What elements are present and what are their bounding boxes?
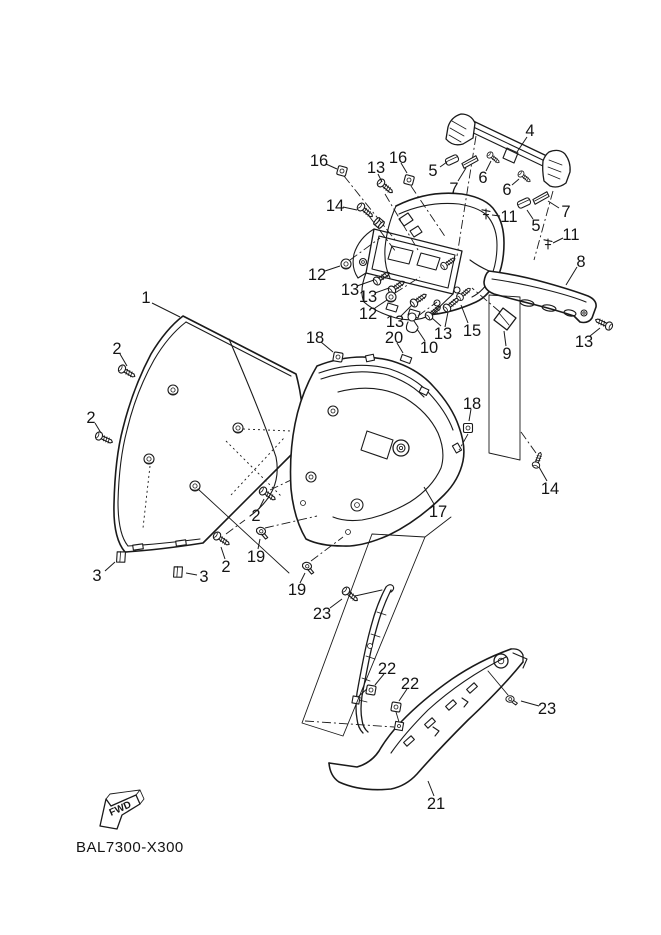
grommet-glyph bbox=[233, 423, 243, 433]
nut-glyph bbox=[336, 165, 347, 176]
callout-13: 13 bbox=[385, 313, 405, 331]
diagram-code: BAL7300-X300 bbox=[76, 839, 184, 856]
hook-clip-glyph bbox=[406, 313, 418, 333]
grommet-glyph bbox=[144, 454, 154, 464]
nut-glyph bbox=[366, 685, 376, 695]
callout-5: 5 bbox=[531, 217, 541, 235]
clip-nut-glyph bbox=[391, 702, 401, 712]
grommet-glyph bbox=[386, 292, 396, 302]
callout-13: 13 bbox=[340, 281, 360, 299]
grommet-glyph bbox=[341, 259, 351, 269]
callout-19: 19 bbox=[246, 548, 266, 566]
callout-leader-21 bbox=[428, 781, 434, 796]
screw-glyph bbox=[376, 178, 395, 196]
rivet-glyph bbox=[544, 239, 552, 249]
callout-23: 23 bbox=[312, 605, 332, 623]
callout-13: 13 bbox=[574, 333, 594, 351]
callout-leader-9 bbox=[504, 331, 506, 346]
clip-glyph bbox=[115, 550, 128, 564]
part-1-windshield bbox=[114, 316, 302, 573]
screw-glyph bbox=[531, 451, 544, 469]
callout-leader-15 bbox=[461, 305, 468, 323]
callout-leader-7 bbox=[458, 168, 466, 181]
callout-2: 2 bbox=[251, 507, 261, 525]
callout-2: 2 bbox=[86, 409, 96, 427]
nut-glyph bbox=[333, 352, 343, 362]
windshield-tab bbox=[133, 544, 144, 550]
screw-glyph bbox=[356, 202, 375, 220]
callout-leader-11 bbox=[492, 215, 500, 216]
callout-21: 21 bbox=[426, 795, 446, 813]
callout-23: 23 bbox=[537, 700, 557, 718]
callout-19: 19 bbox=[287, 581, 307, 599]
clip-glyph bbox=[172, 565, 185, 579]
callout-leader-2 bbox=[95, 423, 101, 433]
callout-leader-3 bbox=[186, 573, 197, 575]
callout-22: 22 bbox=[400, 675, 420, 693]
callout-leader-14 bbox=[539, 467, 547, 481]
screw-glyph bbox=[94, 431, 114, 446]
plate-glyph bbox=[532, 192, 549, 205]
callout-4: 4 bbox=[525, 122, 535, 140]
callout-8: 8 bbox=[576, 253, 586, 271]
callout-2: 2 bbox=[112, 340, 122, 358]
callout-leader-12 bbox=[325, 266, 340, 271]
callout-13: 13 bbox=[433, 325, 453, 343]
callout-16: 16 bbox=[309, 152, 329, 170]
damper-glyph bbox=[517, 197, 532, 209]
flat-screw-glyph bbox=[255, 526, 270, 539]
screw-glyph bbox=[517, 170, 532, 185]
callout-10: 10 bbox=[419, 339, 439, 357]
callout-22: 22 bbox=[377, 660, 397, 678]
callout-3: 3 bbox=[92, 567, 102, 585]
callout-leader-5 bbox=[440, 162, 447, 167]
callout-leader-6 bbox=[512, 179, 519, 185]
screw-glyph bbox=[341, 586, 360, 604]
callout-14: 14 bbox=[540, 480, 560, 498]
callout-13: 13 bbox=[358, 288, 378, 306]
callout-6: 6 bbox=[502, 181, 512, 199]
nut-glyph bbox=[403, 174, 414, 185]
callout-11: 11 bbox=[562, 226, 580, 244]
callout-17: 17 bbox=[428, 503, 448, 521]
grommet-glyph bbox=[168, 385, 178, 395]
damper-glyph bbox=[445, 154, 460, 166]
callout-6: 6 bbox=[478, 169, 488, 187]
callout-18: 18 bbox=[305, 329, 325, 347]
callout-1: 1 bbox=[141, 289, 151, 307]
callout-leader-8 bbox=[566, 267, 577, 285]
fwd-label: FWD bbox=[107, 799, 134, 819]
bolt-glyph bbox=[594, 316, 614, 331]
plate-glyph bbox=[461, 156, 478, 169]
screw-glyph bbox=[486, 151, 501, 166]
flat-screw-glyph bbox=[301, 561, 316, 574]
callout-leader-13 bbox=[357, 280, 374, 286]
callout-14: 14 bbox=[325, 197, 345, 215]
callout-11: 11 bbox=[500, 208, 518, 226]
fwd-marker bbox=[100, 790, 144, 829]
windshield-tab bbox=[176, 540, 187, 546]
callout-12: 12 bbox=[307, 266, 327, 284]
callout-leader-14 bbox=[343, 207, 357, 210]
callout-12: 12 bbox=[358, 305, 378, 323]
callout-7: 7 bbox=[561, 203, 571, 221]
callout-9: 9 bbox=[502, 345, 512, 363]
nut-glyph bbox=[464, 424, 473, 433]
screw-glyph bbox=[117, 364, 137, 380]
callout-leader-23 bbox=[521, 701, 539, 706]
screw-glyph bbox=[212, 531, 232, 548]
callout-3: 3 bbox=[199, 568, 209, 586]
collar-glyph bbox=[373, 217, 385, 229]
callout-18: 18 bbox=[462, 395, 482, 413]
callout-leader-3 bbox=[105, 562, 115, 571]
part-4-bracket bbox=[446, 114, 570, 187]
callout-2: 2 bbox=[221, 558, 231, 576]
callout-5: 5 bbox=[428, 162, 438, 180]
flat-screw-glyph bbox=[506, 696, 518, 705]
callout-leader-1 bbox=[152, 303, 180, 317]
rubber-damper-glyph bbox=[494, 308, 516, 330]
callout-20: 20 bbox=[384, 329, 404, 347]
callout-leader-23 bbox=[330, 599, 342, 608]
callout-13: 13 bbox=[366, 159, 386, 177]
callout-7: 7 bbox=[449, 180, 459, 198]
part-21-leg-shield bbox=[329, 649, 527, 790]
clip-glyph bbox=[400, 354, 411, 363]
callout-16: 16 bbox=[388, 149, 408, 167]
callout-15: 15 bbox=[462, 322, 482, 340]
